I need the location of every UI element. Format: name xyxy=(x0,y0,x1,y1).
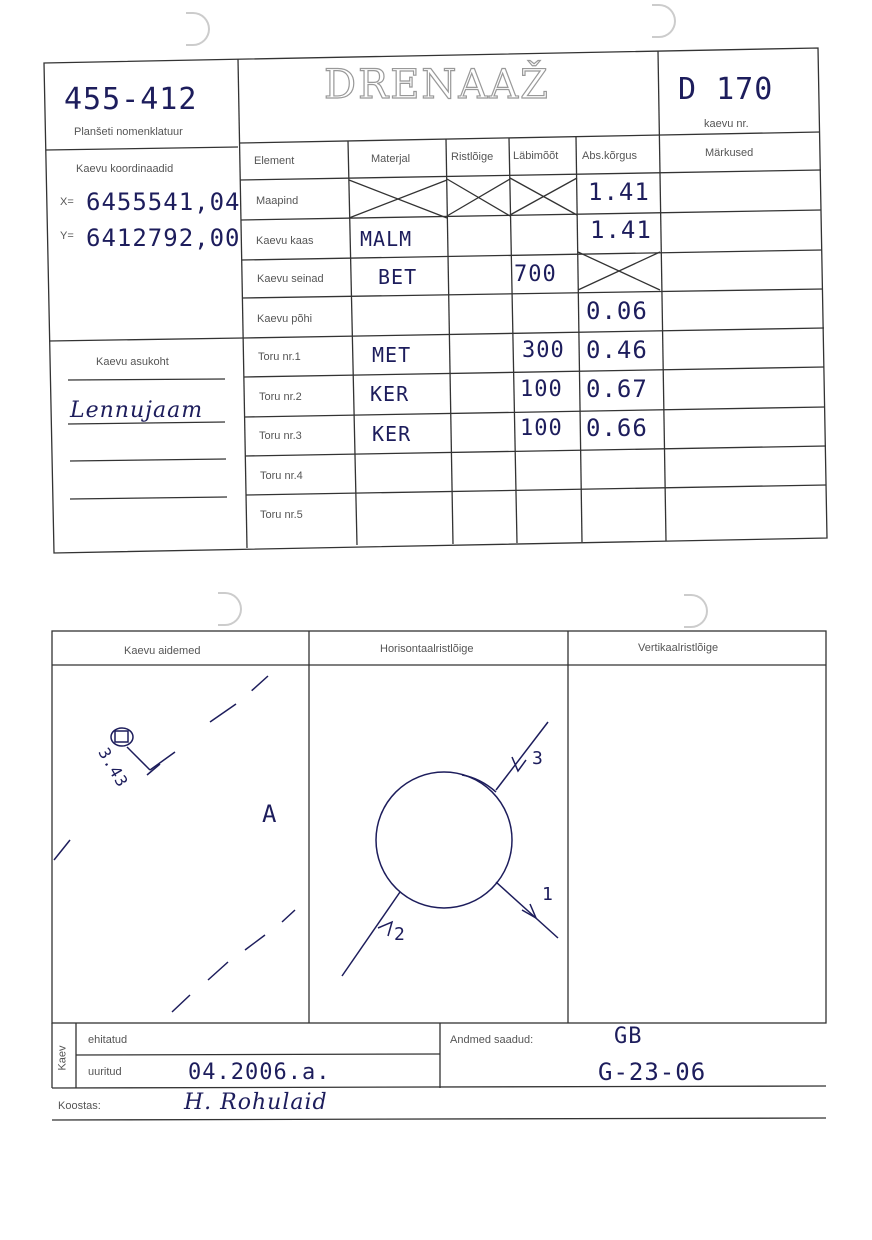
table-header-notes: Märkused xyxy=(705,147,754,159)
sketch-header-ties: Kaevu aidemed xyxy=(124,645,201,657)
plan-code-label: Planšeti nomenklatuur xyxy=(74,126,183,138)
table-header-material: Materjal xyxy=(371,153,411,165)
row-diameter: 300 xyxy=(522,338,565,363)
row-element: Toru nr.3 xyxy=(259,430,302,442)
row-material: BET xyxy=(378,265,418,289)
row-element: Kaevu põhi xyxy=(257,313,313,325)
row-material: KER xyxy=(370,382,410,406)
pipe-label-1: 1 xyxy=(542,884,554,905)
y-coordinate: 6412792,00 xyxy=(86,224,241,252)
built-label: ehitatud xyxy=(88,1034,128,1046)
row-element: Maapind xyxy=(256,195,299,207)
location-label: Kaevu asukoht xyxy=(96,356,169,368)
sketch-header-vertical: Vertikaalristlõige xyxy=(638,642,719,654)
table-header-diameter: Läbimõõt xyxy=(513,150,559,162)
row-abs-height: 1.41 xyxy=(588,178,650,206)
well-number-label: kaevu nr. xyxy=(704,118,749,130)
ties-sketch xyxy=(54,676,295,1012)
page-title: DRENAAŽ xyxy=(324,62,550,108)
row-abs-height: 0.66 xyxy=(586,414,648,442)
coordinates-label: Kaevu koordinaadid xyxy=(76,163,174,175)
data-received-initials: GB xyxy=(614,1024,643,1049)
row-element: Kaevu kaas xyxy=(256,235,314,247)
data-received-label: Andmed saadud: xyxy=(450,1034,534,1046)
compiled-by: H. Rohulaid xyxy=(184,1090,328,1115)
ties-distance: 3.43 xyxy=(94,744,133,791)
compiled-label: Koostas: xyxy=(58,1100,101,1112)
sketch-header-horizontal: Horisontaalristlõige xyxy=(380,643,474,655)
x-label: X= xyxy=(60,196,74,208)
surveyed-date: 04.2006.a. xyxy=(188,1060,331,1085)
pipe-label-2: 2 xyxy=(394,924,406,945)
row-diameter: 100 xyxy=(520,377,563,402)
x-coordinate: 6455541,04 xyxy=(86,188,241,216)
data-received-code: G-23-06 xyxy=(598,1058,707,1086)
table-header-abs-height: Abs.kõrgus xyxy=(582,150,638,162)
location-value: Lennujaam xyxy=(70,398,204,423)
row-element: Toru nr.1 xyxy=(258,351,301,363)
row-material: MET xyxy=(372,343,412,367)
row-element: Toru nr.4 xyxy=(260,470,303,482)
kaev-label: Kaev xyxy=(56,1045,69,1071)
row-material: KER xyxy=(372,422,412,446)
row-diameter: 700 xyxy=(514,262,557,287)
row-abs-height: 1.41 xyxy=(590,216,652,244)
row-abs-height: 0.46 xyxy=(586,336,648,364)
pipe-label-3: 3 xyxy=(532,748,544,769)
row-element: Kaevu seinad xyxy=(257,273,324,285)
table-header-cross-section: Ristlõige xyxy=(451,151,494,163)
row-abs-height: 0.67 xyxy=(586,375,648,403)
row-abs-height: 0.06 xyxy=(586,297,648,325)
row-diameter: 100 xyxy=(520,416,563,441)
horizontal-section-sketch xyxy=(342,722,558,976)
y-label: Y= xyxy=(60,230,74,242)
row-element: Toru nr.2 xyxy=(259,391,302,403)
table-header-element: Element xyxy=(254,155,295,167)
ties-label: A xyxy=(262,800,278,828)
plan-code: 455-412 xyxy=(64,82,198,117)
row-material: MALM xyxy=(360,227,413,251)
surveyed-label: uuritud xyxy=(88,1066,122,1078)
row-element: Toru nr.5 xyxy=(260,509,303,521)
well-number: D 170 xyxy=(678,72,774,107)
